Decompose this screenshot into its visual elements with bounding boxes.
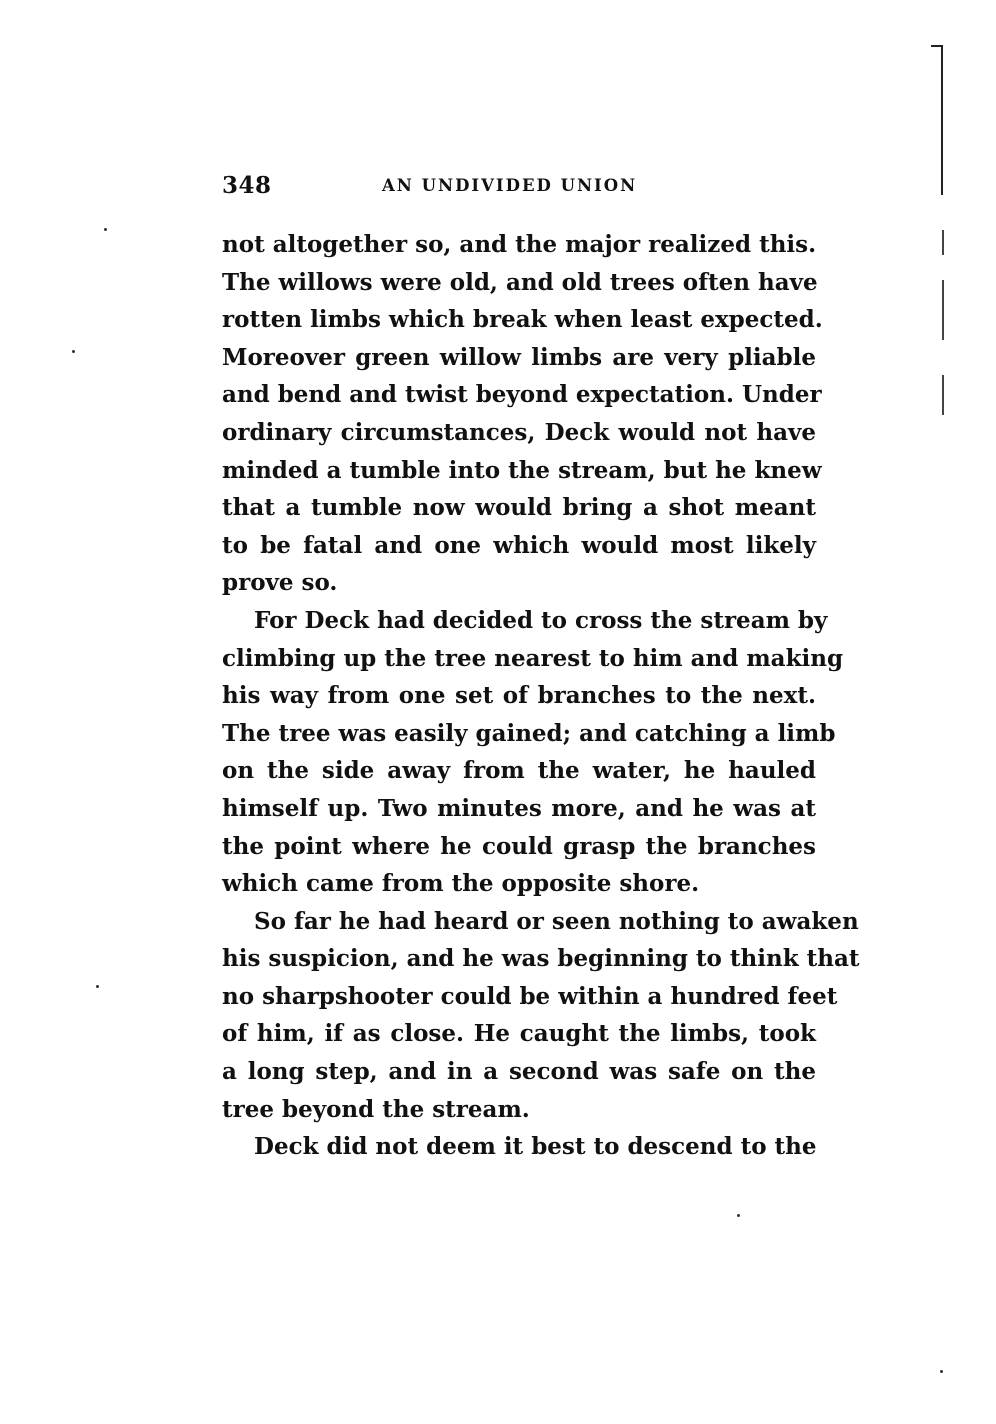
text-line: climbing up the tree nearest to him and making xyxy=(222,644,844,672)
scan-speck xyxy=(104,228,107,231)
text-line: the point where he could grasp the branches xyxy=(222,832,816,860)
text-line: no sharpshooter could be within a hundred feet xyxy=(222,982,838,1010)
text-line: his suspicion, and he was beginning to think that xyxy=(222,945,860,973)
text-line: tree beyond the stream. xyxy=(222,1095,530,1123)
page-number: 348 xyxy=(222,172,272,199)
text-line: Moreover green willow limbs are very pliable xyxy=(222,343,816,371)
text-line: and bend and twist beyond expectation. Under xyxy=(222,381,822,409)
text-line: rotten limbs which break when least expected. xyxy=(222,306,823,334)
text-line: not altogether so, and the major realized this. xyxy=(222,231,817,258)
text-line: that a tumble now would bring a shot meant xyxy=(222,494,816,522)
scan-speck xyxy=(737,1214,740,1217)
page-header xyxy=(222,172,816,202)
paragraph xyxy=(222,602,844,903)
text-line: ordinary circumstances, Deck would not have xyxy=(222,418,816,446)
scan-speck xyxy=(940,1370,943,1373)
text-line: prove so. xyxy=(222,569,338,597)
text-line: The willows were old, and old trees often have xyxy=(222,268,818,296)
scan-speck xyxy=(72,350,75,353)
text-line: of him, if as close. He caught the limbs, took xyxy=(222,1020,816,1048)
text-line: The tree was easily gained; and catching a limb xyxy=(222,719,836,747)
binding-edge-dash xyxy=(942,375,944,415)
scan-speck xyxy=(96,985,99,988)
running-head: AN UNDIVIDED UNION xyxy=(382,176,638,195)
text-line: So far he had heard or seen nothing to awaken xyxy=(254,907,859,935)
text-line: which came from the opposite shore. xyxy=(222,870,700,898)
text-line: himself up. Two minutes more, and he was at xyxy=(222,794,816,822)
binding-edge-dash xyxy=(942,230,944,255)
paragraph xyxy=(222,226,823,602)
text-line: his way from one set of branches to the next. xyxy=(222,682,816,710)
body-text xyxy=(222,226,860,1166)
text-line: a long step, and in a second was safe on the xyxy=(222,1058,816,1086)
text-line: minded a tumble into the stream, but he knew xyxy=(222,456,822,484)
text-line: to be fatal and one which would most likely xyxy=(222,531,816,559)
text-line: on the side away from the water, he hauled xyxy=(222,757,816,785)
binding-edge-line xyxy=(941,45,943,195)
paragraph xyxy=(222,1128,816,1166)
text-line: Deck did not deem it best to descend to the xyxy=(254,1133,817,1161)
paragraph xyxy=(222,903,860,1129)
binding-edge-dash xyxy=(942,280,944,340)
text-line: For Deck had decided to cross the stream by xyxy=(254,606,828,634)
